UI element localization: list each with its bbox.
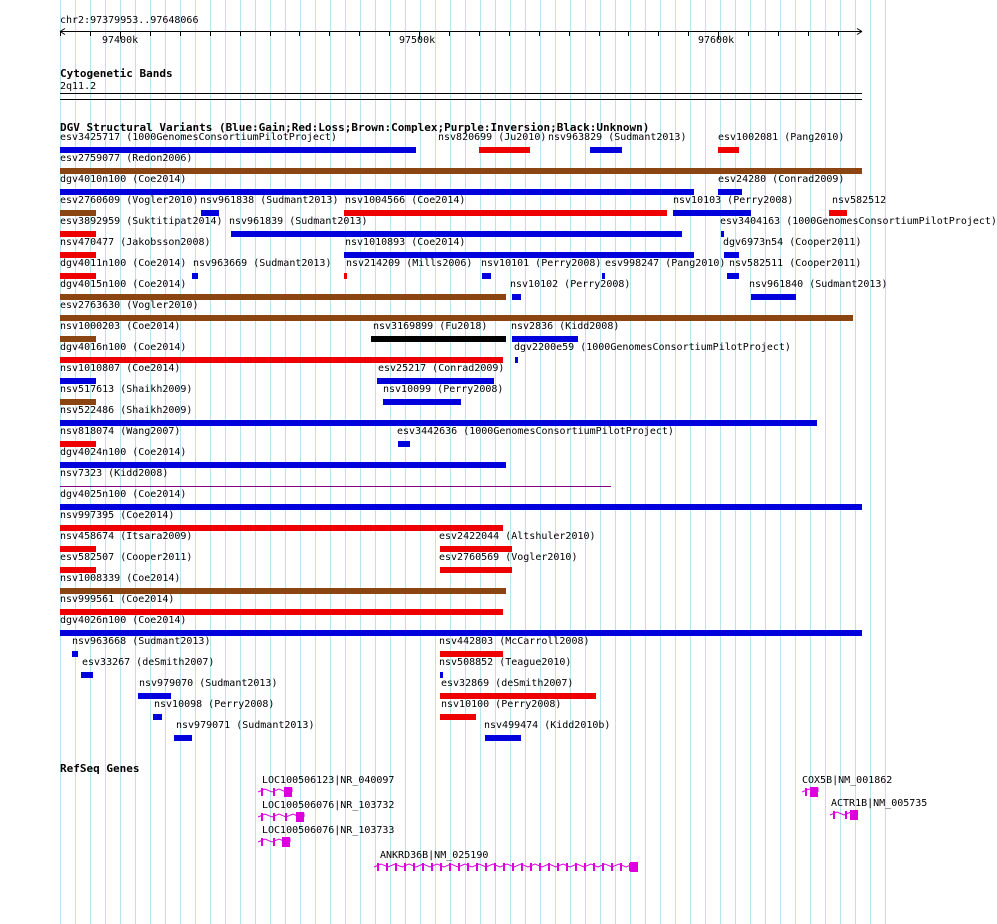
variant-bar[interactable] — [72, 651, 78, 657]
variant-label[interactable]: esv998247 (Pang2010) — [605, 258, 726, 269]
variant-label[interactable]: nsv1004566 (Coe2014) — [345, 195, 466, 206]
position-label: chr2:97379953..97648066 — [60, 15, 199, 26]
gene-utr-block — [810, 787, 818, 797]
variant-label[interactable]: dgv4025n100 (Coe2014) — [60, 489, 187, 500]
gene-model[interactable] — [0, 786, 890, 798]
variant-bar[interactable] — [153, 714, 162, 720]
variant-label[interactable]: nsv999561 (Coe2014) — [60, 594, 175, 605]
gene-utr-block — [630, 862, 638, 872]
variant-bar[interactable] — [60, 504, 862, 510]
variant-bar[interactable] — [440, 567, 512, 573]
variant-label[interactable]: nsv10102 (Perry2008) — [510, 279, 631, 290]
variant-bar[interactable] — [512, 294, 521, 300]
variant-bar[interactable] — [590, 147, 623, 153]
variant-label[interactable]: nsv10101 (Perry2008) — [481, 258, 602, 269]
variant-label[interactable]: esv3442636 (1000GenomesConsortiumPilotProject) — [397, 426, 674, 437]
variant-label[interactable]: nsv997395 (Coe2014) — [60, 510, 175, 521]
variant-label[interactable]: nsv963668 (Sudmant2013) — [72, 636, 211, 647]
variant-bar[interactable] — [174, 735, 192, 741]
variant-label[interactable]: esv25217 (Conrad2009) — [378, 363, 505, 374]
variant-label[interactable]: nsv7323 (Kidd2008) — [60, 468, 169, 479]
variant-label[interactable]: esv3892959 (Suktitipat2014) — [60, 216, 223, 227]
variant-label[interactable]: nsv517613 (Shaikh2009) — [60, 384, 193, 395]
variant-bar[interactable] — [751, 294, 796, 300]
variant-label[interactable]: nsv508852 (Teague2010) — [439, 657, 572, 668]
variant-bar[interactable] — [192, 273, 198, 279]
variant-label[interactable]: nsv522486 (Shaikh2009) — [60, 405, 193, 416]
variant-label[interactable]: esv24280 (Conrad2009) — [718, 174, 845, 185]
tick-label-97500k: 97500k — [399, 35, 436, 46]
variant-label[interactable]: esv3404163 (1000GenomesConsortiumPilotProject) — [720, 216, 997, 227]
variant-label[interactable]: dgv6973n54 (Cooper2011) — [723, 237, 862, 248]
cytoband-line-bottom — [60, 99, 862, 100]
variant-label[interactable]: nsv10103 (Perry2008) — [673, 195, 794, 206]
variant-label[interactable]: esv2422044 (Altshuler2010) — [439, 531, 596, 542]
variant-bar[interactable] — [479, 147, 530, 153]
variant-label[interactable]: esv2760609 (Vogler2010) — [60, 195, 199, 206]
gene-model[interactable] — [0, 809, 890, 821]
variant-label[interactable]: nsv10099 (Perry2008) — [383, 384, 504, 395]
variant-label[interactable]: nsv961838 (Sudmant2013) — [200, 195, 339, 206]
variant-bar[interactable] — [727, 273, 739, 279]
variant-label[interactable]: nsv470477 (Jakobsson2008) — [60, 237, 211, 248]
variant-label[interactable]: esv3425717 (1000GenomesConsortiumPilotProject) — [60, 132, 337, 143]
gene-label[interactable]: ACTR1B|NM_005735 — [831, 798, 928, 809]
gene-label[interactable]: ANKRD36B|NM_025190 — [380, 850, 489, 861]
variant-label[interactable]: nsv1000203 (Coe2014) — [60, 321, 181, 332]
variant-label[interactable]: nsv442803 (McCarroll2008) — [439, 636, 590, 647]
gene-utr-block — [850, 810, 858, 820]
variant-label[interactable]: dgv4024n100 (Coe2014) — [60, 447, 187, 458]
variant-label[interactable]: nsv3169899 (Fu2018) — [373, 321, 488, 332]
variant-label[interactable]: dgv4010n100 (Coe2014) — [60, 174, 187, 185]
variant-label[interactable]: esv2763630 (Vogler2010) — [60, 300, 199, 311]
variant-bar[interactable] — [718, 147, 739, 153]
variant-label[interactable]: dgv4016n100 (Coe2014) — [60, 342, 187, 353]
gene-label[interactable]: LOC100506076|NR_103732 — [262, 800, 395, 811]
variant-label[interactable]: nsv961840 (Sudmant2013) — [749, 279, 888, 290]
variant-label[interactable]: esv2759077 (Redon2006) — [60, 153, 193, 164]
gene-label[interactable]: LOC100506123|NR_040097 — [262, 775, 395, 786]
variant-label[interactable]: esv2760569 (Vogler2010) — [439, 552, 578, 563]
variant-label[interactable]: esv582507 (Cooper2011) — [60, 552, 193, 563]
variant-label[interactable]: nsv10098 (Perry2008) — [154, 699, 275, 710]
variant-label[interactable]: nsv582512 — [832, 195, 887, 206]
variant-label[interactable]: nsv582511 (Cooper2011) — [729, 258, 862, 269]
cytoband-label: 2q11.2 — [60, 81, 97, 92]
variant-label[interactable]: nsv963829 (Sudmant2013) — [548, 132, 687, 143]
tick-label-97600k: 97600k — [698, 35, 735, 46]
variant-bar[interactable] — [482, 273, 491, 279]
refseq-track-title[interactable]: RefSeq Genes — [60, 762, 140, 775]
variant-label[interactable]: esv1002081 (Pang2010) — [718, 132, 845, 143]
variant-label[interactable]: nsv820699 (Ju2010) — [438, 132, 547, 143]
variant-label[interactable]: nsv458674 (Itsara2009) — [60, 531, 193, 542]
variant-bar[interactable] — [485, 735, 521, 741]
variant-label[interactable]: nsv1008339 (Coe2014) — [60, 573, 181, 584]
gene-label[interactable]: COX5B|NM_001862 — [802, 775, 893, 786]
variant-bar[interactable] — [81, 672, 93, 678]
variant-label[interactable]: dgv4026n100 (Coe2014) — [60, 615, 187, 626]
variant-bar[interactable] — [344, 273, 347, 279]
variant-label[interactable]: nsv2836 (Kidd2008) — [511, 321, 620, 332]
cytoband-line-top — [60, 93, 862, 94]
variant-label[interactable]: nsv1010893 (Coe2014) — [345, 237, 466, 248]
variant-bar[interactable] — [371, 336, 506, 342]
dgv-track-title[interactable]: DGV Structural Variants (Blue:Gain;Red:Loss;Brown:Complex;Purple:Inversion;Black:Unknown) — [60, 121, 650, 134]
variant-label[interactable]: dgv2200e59 (1000GenomesConsortiumPilotProject) — [514, 342, 791, 353]
gene-model[interactable] — [0, 836, 890, 848]
variant-label[interactable]: esv33267 (deSmith2007) — [82, 657, 215, 668]
variant-bar[interactable] — [60, 486, 611, 487]
variant-bar[interactable] — [398, 441, 410, 447]
variant-label[interactable]: nsv963669 (Sudmant2013) — [193, 258, 332, 269]
variant-label[interactable]: nsv214209 (Mills2006) — [346, 258, 473, 269]
variant-bar[interactable] — [440, 714, 476, 720]
variant-label[interactable]: nsv818074 (Wang2007) — [60, 426, 181, 437]
gene-utr-block — [282, 837, 290, 847]
variant-label[interactable]: nsv499474 (Kidd2010b) — [484, 720, 611, 731]
tick-label-97400k: 97400k — [102, 35, 139, 46]
variant-bar[interactable] — [383, 399, 461, 405]
gene-model[interactable] — [0, 861, 890, 873]
cytoband-track-title[interactable]: Cytogenetic Bands — [60, 67, 173, 80]
variant-bar[interactable] — [344, 210, 667, 216]
variant-label[interactable]: nsv979070 (Sudmant2013) — [139, 678, 278, 689]
variant-label[interactable]: nsv10100 (Perry2008) — [441, 699, 562, 710]
variant-label[interactable]: nsv979071 (Sudmant2013) — [176, 720, 315, 731]
gene-label[interactable]: LOC100506076|NR_103733 — [262, 825, 395, 836]
variant-label[interactable]: nsv1010807 (Coe2014) — [60, 363, 181, 374]
variant-bar[interactable] — [515, 357, 518, 363]
variant-label[interactable]: dgv4015n100 (Coe2014) — [60, 279, 187, 290]
variant-label[interactable]: dgv4011n100 (Coe2014) — [60, 258, 187, 269]
variant-label[interactable]: esv32869 (deSmith2007) — [441, 678, 574, 689]
variant-label[interactable]: nsv961839 (Sudmant2013) — [229, 216, 368, 227]
